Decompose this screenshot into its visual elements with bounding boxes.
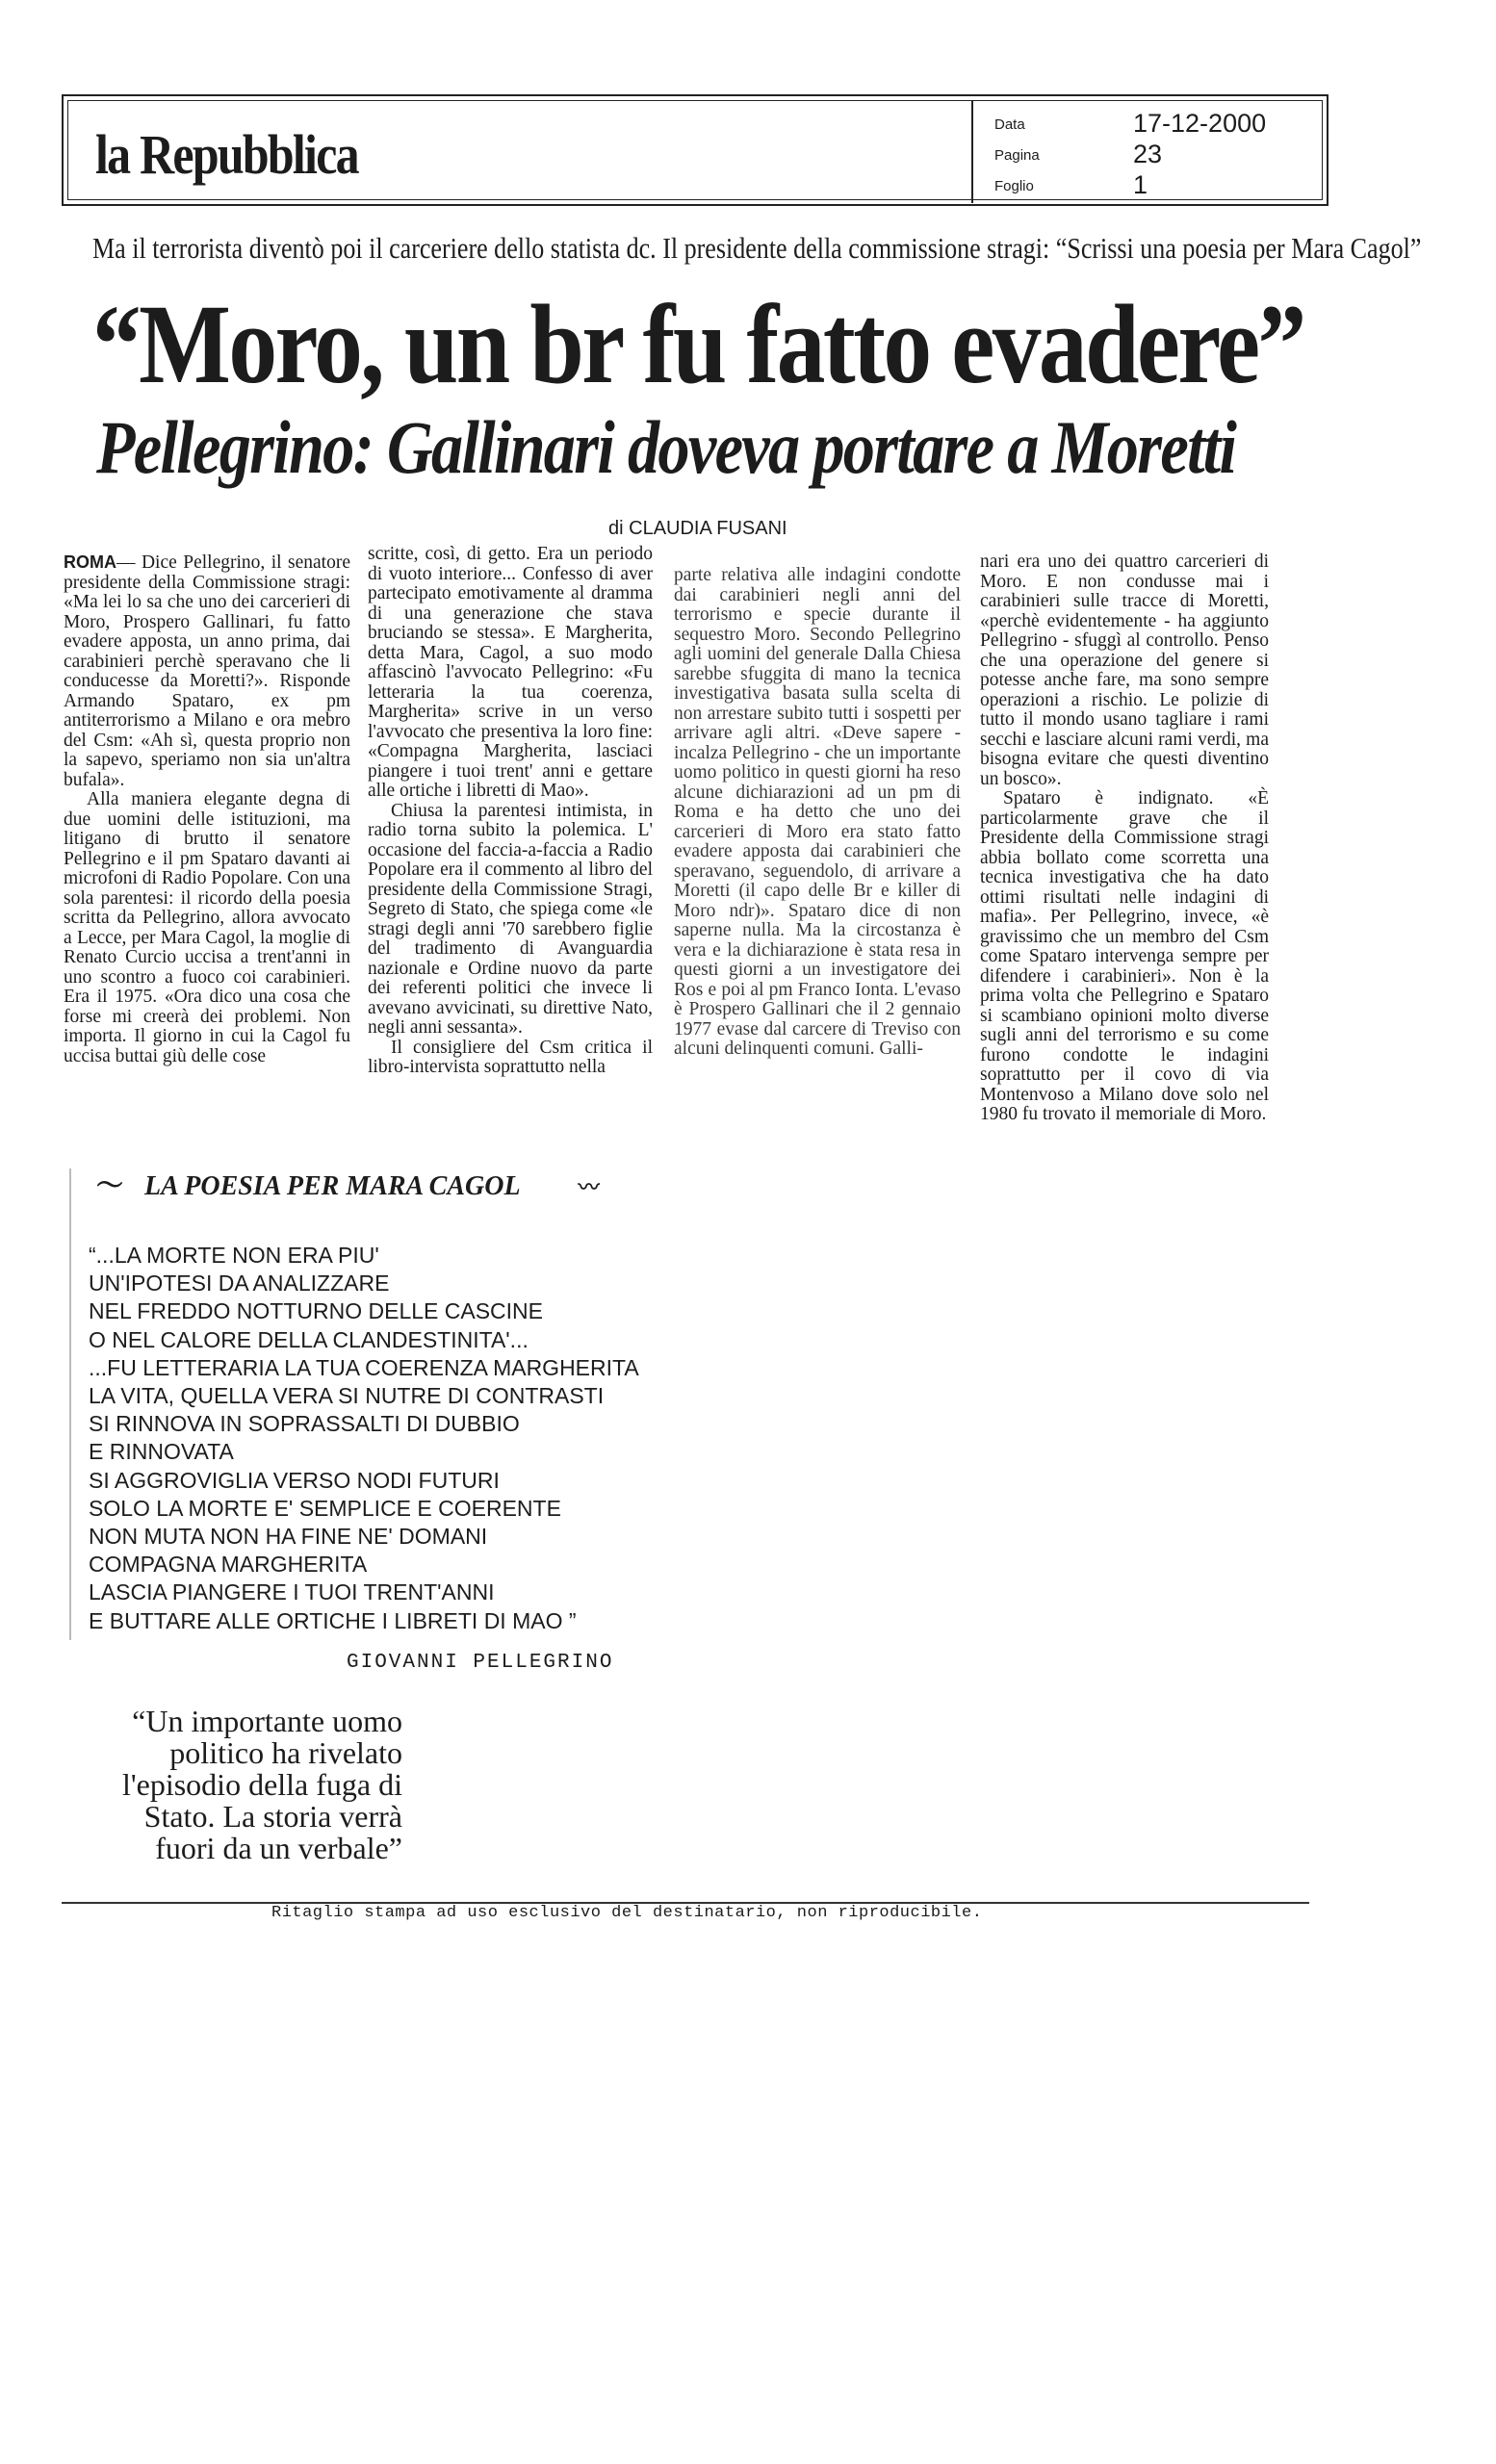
article-subheadline: Pellegrino: Gallinari doveva portare a Moretti [96, 405, 1236, 489]
date-value: 17-12-2000 [1133, 109, 1267, 138]
tilde-ornament-left-icon: 〜 [96, 1171, 124, 1201]
poem-text [89, 1242, 647, 1635]
article-column-4 [980, 552, 1269, 1125]
page-label: Pagina [994, 147, 1040, 164]
footer-note: Ritaglio stampa ad uso esclusivo del destinatario, non riproducibile. [271, 1904, 983, 1922]
poem-line: O NEL CALORE DELLA CLANDESTINITA'... [89, 1326, 529, 1352]
article-column-1 [64, 552, 350, 1066]
poem-line: “...LA MORTE NON ERA PIU' [89, 1243, 379, 1268]
poem-line: SOLO LA MORTE E' SEMPLICE E COERENTE [89, 1495, 561, 1521]
column-2-paragraph-3: Il consigliere del Csm critica il libro-intervista soprattutto nella [368, 1037, 653, 1077]
column-1-paragraph-1 [64, 552, 350, 790]
article-kicker: Ma il terrorista diventò poi il carceriere dello statista dc. Il presidente della commissione stragi: “Scrissi una poesia per Mara Cagol” [92, 231, 1422, 265]
article-byline: di CLAUDIA FUSANI [608, 518, 787, 539]
poem-line: LASCIA PIANGERE I TUOI TRENT'ANNI [89, 1579, 495, 1605]
page-value: 23 [1133, 140, 1163, 168]
column-4-paragraph-2: Spataro è indignato. «È particolarmente grave che il Presidente della Commissione stragi abbia bollato come scorretta una tecnica investigativa che ha dato ottimi risultati nelle indagini di mafia». Per Pellegrino, invece, «è gravissimo che un membro del Csm come Spataro intervenga sempre per difendere i carabinieri». Non è la prima volta che Pellegrino e Spataro si scambiano opinioni molto diverse sugli anni del terrorismo e su come furono condotte le indagini soprattutto per il covo di via Montenvoso a Milano dove solo nel 1980 fu trovato il memoriale di Moro. [980, 788, 1269, 1124]
tilde-ornament-right-icon: 〰 [578, 1175, 600, 1199]
article-column-3 [674, 566, 961, 1060]
poem-line: E BUTTARE ALLE ORTICHE I LIBRETI DI MAO ” [89, 1607, 577, 1633]
poem-line: LA VITA, QUELLA VERA SI NUTRE DI CONTRASTI [89, 1383, 605, 1409]
article-column-2 [368, 545, 653, 1078]
masthead-frame [67, 100, 1323, 200]
column-1-paragraph-2: Alla maniera elegante degna di due uomini delle istituzioni, ma litigano di brutto il senatore Pellegrino e il pm Spataro davanti ai microfoni di Radio Popolare. Con una sola parentesi: il ricordo della poesia scritta da Pellegrino, allora avvocato a Lecce, per Mara Cagol, la moglie di Renato Curcio uccisa a trent'anni in uno scontro a fuoco coi carabinieri. Era il 1975. «Ora dico una cosa che forse mi creerà dei problemi. Non importa. Il giorno in cui la Cagol fu uccisa buttai giù delle cose [64, 789, 350, 1066]
poem-side-rule [69, 1168, 71, 1640]
poem-line: ...FU LETTERARIA LA TUA COERENZA MARGHERITA [89, 1354, 639, 1380]
date-label: Data [994, 116, 1025, 133]
poem-author: GIOVANNI PELLEGRINO [347, 1652, 614, 1674]
sheet-row [973, 170, 1320, 199]
poem-line: COMPAGNA MARGHERITA [89, 1552, 368, 1578]
column-2-paragraph-2: Chiusa la parentesi intimista, in radio torna subito la polemica. L' occasione del faccia-a-faccia a Radio Popolare era il commento al libro del presidente della Commissione Stragi, Segreto di Stato, che spiega come «le stragi degli anni '70 sarebbero figlie del tradimento di Avanguardia nazionale e Ordine nuovo da parte dei referenti politici che invece li avevano avvicinati, su direttive Nato, negli anni sessanta». [368, 800, 653, 1038]
poem-line: NON MUTA NON HA FINE NE' DOMANI [89, 1524, 488, 1550]
column-2-paragraph-1: scritte, così, di getto. Era un periodo di vuoto interiore... Confesso di aver partecipato emotivamente al dramma di una generazione che stava bruciando se stessa». E Margherita, detta Mara, Cagol, a suo modo affascinò l'avvocato Pellegrino: «Fu letteraria la tua coerenza, Margherita» scrive in un verso l'avvocato che presentiva la loro fine: «Compagna Margherita, lasciaci piangere i tuoi trent' anni e gettare alle ortiche i libretti di Mao». [368, 544, 653, 801]
poem-line: NEL FREDDO NOTTURNO DELLE CASCINE [89, 1298, 543, 1324]
column-3-paragraph-1: parte relativa alle indagini condotte dai carabinieri negli anni del terrorismo e specie durante il sequestro Moro. Secondo Pellegrino agli uomini del generale Dalla Chiesa sarebbe sfuggita di mano la tecnica investigativa basata sulla scelta di non arrestare subito tutti i sospetti per arrivare agli altri. «Deve sapere - incalza Pellegrino - che un importante uomo politico in questi giorni ha reso alcune dichiarazioni ad un pm di Roma e ha detto che uno dei carcerieri di Moro era stato fatto evadere apposta dai carabinieri che speravano, seguendolo, di arrivare a Moretti (il capo delle Br e killer di Moro ndr)». Spataro dice di non saperne nulla. Ma la circostanza è vera e la dichiarazione è stata resa in questi giorni a un investigatore dei Ros e poi al pm Franco Ionta. L'evaso è Prospero Gallinari che il 2 gennaio 1977 evase dal carcere di Treviso con alcuni delinquenti comuni. Galli- [674, 565, 961, 1059]
poem-heading-text: LA POESIA PER MARA CAGOL [144, 1171, 521, 1201]
poem-line: SI AGGROVIGLIA VERSO NODI FUTURI [89, 1467, 500, 1493]
article-headline: “Moro, un br fu fatto evadere” [92, 281, 1304, 407]
poem-heading [96, 1165, 600, 1203]
date-row [973, 109, 1320, 138]
poem-line: SI RINNOVA IN SOPRASSALTI DI DUBBIO [89, 1411, 520, 1437]
newspaper-logo: la Repubblica [95, 123, 358, 186]
poem-line: UN'IPOTESI DA ANALIZZARE [89, 1270, 390, 1296]
clipping-info-box [971, 101, 1329, 203]
sheet-value: 1 [1133, 170, 1148, 199]
pull-quote: “Un importante uomo politico ha rivelato l'episodio della fuga di Stato. La storia verrà fuori da un verbale” [121, 1704, 402, 1865]
masthead [62, 94, 1328, 206]
column-4-paragraph-1: nari era uno dei quattro carcerieri di Moro. E non condusse mai i carabinieri sulle tracce di Moretti, «perchè evidentemente - ha aggiunto Pellegrino - sfuggì al controllo. Penso che una operazione del genere si potesse anche fare, ma sono sempre operazioni a rischio. Le polizie di tutto il mondo usano tagliare i rami secchi e lasciare alcuni rami verdi, ma bisogna evitare che questi diventino un bosco». [980, 552, 1269, 789]
sheet-label: Foglio [994, 178, 1034, 194]
page-row [973, 140, 1320, 168]
dateline: ROMA [64, 552, 116, 572]
poem-line: E RINNOVATA [89, 1439, 234, 1465]
column-1-paragraph-1-text: — Dice Pellegrino, il senatore presidente della Commissione stragi: «Ma lei lo sa che uno dei carcerieri di Moro, Prospero Gallinari, fu fatto evadere apposta, un anno prima, dai carabinieri perchè speravano che li conducesse da Moretti?». Risponde Armando Spataro, ex pm antiterrorismo a Milano e ora mebro del Csm: «Ah sì, questa proprio non la sapevo, speriamo non sia un'altra bufala». [64, 552, 350, 790]
